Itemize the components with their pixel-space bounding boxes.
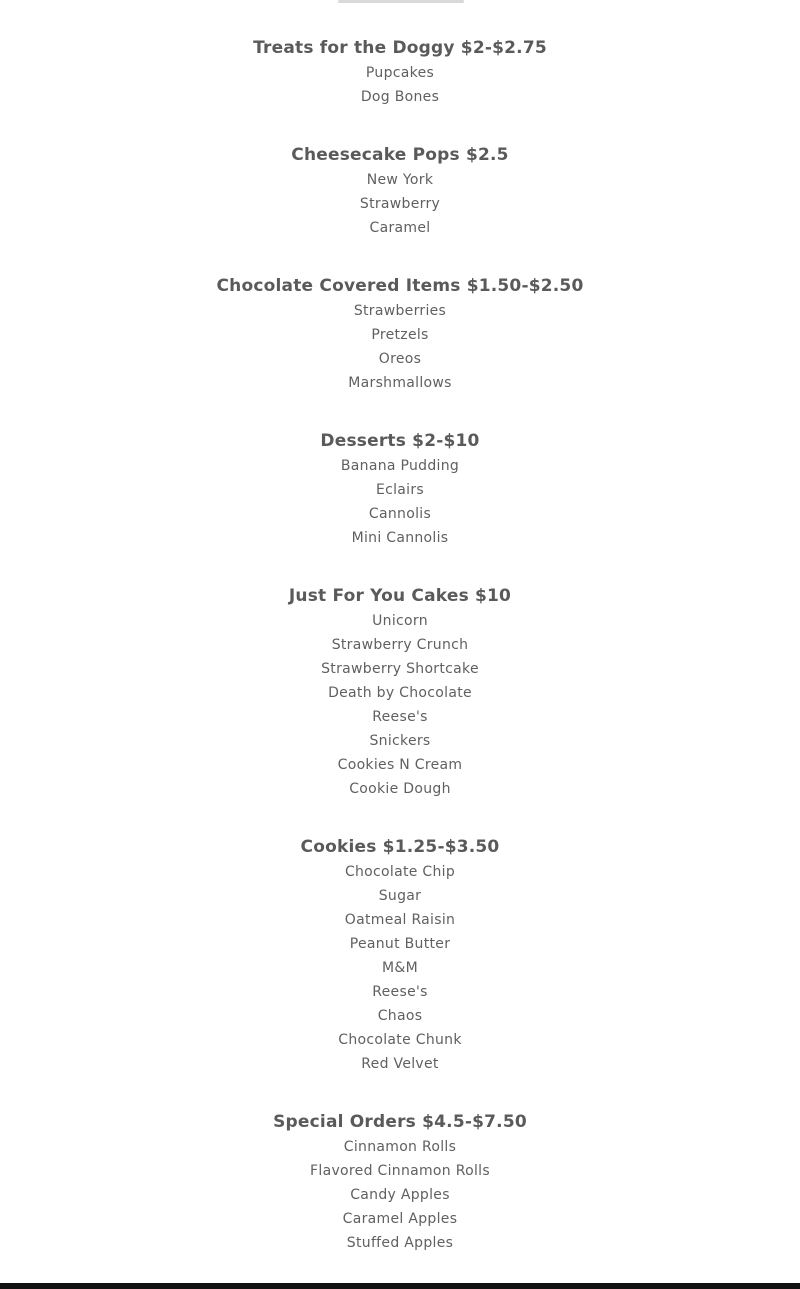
menu-item: Cookie Dough: [349, 781, 451, 797]
menu-item: Peanut Butter: [349, 936, 451, 952]
menu-item: Flavored Cinnamon Rolls: [310, 1163, 490, 1179]
menu-section: [0, 273, 800, 395]
previous-content-fragment: [338, 0, 464, 3]
menu-item: Cannolis: [368, 506, 432, 522]
menu-item: Mini Cannolis: [351, 530, 449, 546]
menu-item: Chocolate Chip: [344, 864, 456, 880]
menu-section: [0, 35, 800, 109]
menu-item: Sugar: [378, 888, 422, 904]
menu-item: Strawberry Shortcake: [321, 661, 479, 677]
menu-item: Strawberry Crunch: [331, 637, 469, 653]
section-title: Cookies $1.25-$3.50: [300, 837, 500, 857]
menu-item: Eclairs: [375, 482, 425, 498]
menu-item: Death by Chocolate: [328, 685, 472, 701]
menu-section: [0, 142, 800, 240]
section-title: Treats for the Doggy $2-$2.75: [253, 38, 547, 58]
menu-item: Dog Bones: [360, 89, 440, 105]
menu-item: Oreos: [378, 351, 422, 367]
section-title: Chocolate Covered Items $1.50-$2.50: [216, 276, 584, 296]
menu-item: Pupcakes: [365, 65, 435, 81]
menu-section: [0, 583, 800, 801]
section-title: Special Orders $4.5-$7.50: [273, 1112, 527, 1132]
section-title: Just For You Cakes $10: [288, 586, 512, 606]
menu-item: Strawberry: [359, 196, 441, 212]
menu-item: Snickers: [369, 733, 431, 749]
menu-section: [0, 1109, 800, 1255]
section-title: Desserts $2-$10: [320, 431, 480, 451]
menu-item: Unicorn: [372, 613, 428, 629]
menu-item: M&M: [382, 960, 418, 976]
section-title: Cheesecake Pops $2.5: [291, 145, 509, 165]
menu-item: Caramel: [369, 220, 431, 236]
menu-item: Reese's: [372, 984, 428, 1000]
menu-item: Red Velvet: [361, 1056, 439, 1072]
menu-list: [0, 35, 800, 1288]
footer-bar: [0, 1283, 800, 1289]
menu-item: Reese's: [372, 709, 428, 725]
menu-item: Stuffed Apples: [346, 1235, 454, 1251]
menu-item: Oatmeal Raisin: [344, 912, 456, 928]
menu-item: New York: [366, 172, 434, 188]
menu-item: Banana Pudding: [340, 458, 460, 474]
menu-item: Candy Apples: [350, 1187, 450, 1203]
menu-section: [0, 428, 800, 550]
menu-item: Caramel Apples: [342, 1211, 458, 1227]
menu-item: Chocolate Chunk: [338, 1032, 462, 1048]
menu-item: Marshmallows: [348, 375, 452, 391]
menu-section: [0, 834, 800, 1076]
menu-item: Cinnamon Rolls: [343, 1139, 457, 1155]
menu-item: Cookies N Cream: [337, 757, 463, 773]
menu-item: Chaos: [377, 1008, 423, 1024]
menu-item: Pretzels: [371, 327, 429, 343]
menu-item: Strawberries: [353, 303, 447, 319]
